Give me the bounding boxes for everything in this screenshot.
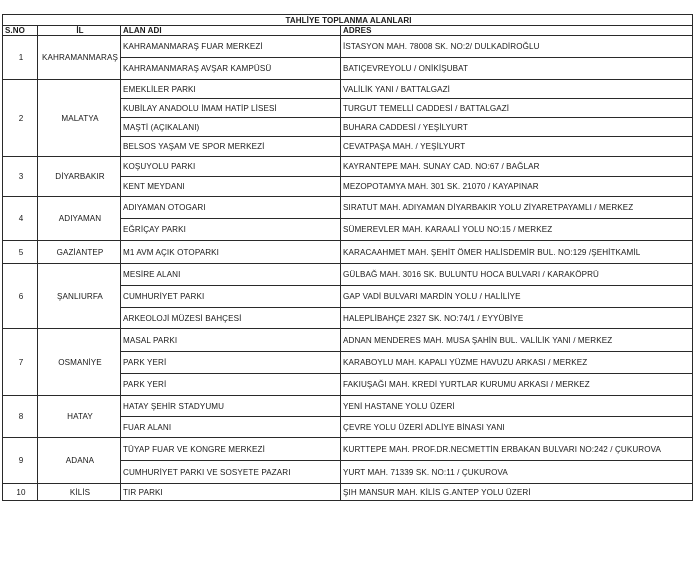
cell-sno: 9 xyxy=(3,438,38,484)
cell-alan-adi: KAHRAMANMARAŞ FUAR MERKEZİ xyxy=(121,36,341,58)
cell-sno: 2 xyxy=(3,80,38,157)
cell-sno: 7 xyxy=(3,329,38,396)
cell-adres: FAKIUŞAĞI MAH. KREDİ YURTLAR KURUMU ARKASI / MERKEZ xyxy=(341,374,693,396)
header-sno: S.NO xyxy=(3,26,38,36)
cell-sno: 10 xyxy=(3,484,38,501)
cell-il: GAZİANTEP xyxy=(38,241,121,264)
cell-sno: 5 xyxy=(3,241,38,264)
cell-adres: TURGUT TEMELLİ CADDESİ / BATTALGAZİ xyxy=(341,99,693,118)
cell-sno: 3 xyxy=(3,157,38,197)
cell-adres: ŞIH MANSUR MAH. KİLİS G.ANTEP YOLU ÜZERİ xyxy=(341,484,693,501)
cell-adres: İSTASYON MAH. 78008 SK. NO:2/ DULKADİROĞLU xyxy=(341,36,693,58)
cell-adres: MEZOPOTAMYA MAH. 301 SK. 21070 / KAYAPINAR xyxy=(341,177,693,197)
cell-adres: HALEPLİBAHÇE 2327 SK. NO:74/1 / EYYÜBİYE xyxy=(341,308,693,329)
table-title: TAHLİYE TOPLANMA ALANLARI xyxy=(3,15,693,26)
cell-alan-adi: MASAL PARKI xyxy=(121,329,341,352)
cell-alan-adi: KAHRAMANMARAŞ AVŞAR KAMPÜSÜ xyxy=(121,58,341,80)
cell-il: ADANA xyxy=(38,438,121,484)
table-row xyxy=(3,197,693,219)
table-row xyxy=(3,484,693,501)
cell-alan-adi: KENT MEYDANI xyxy=(121,177,341,197)
cell-adres: BATIÇEVREYOLU / ONİKİŞUBAT xyxy=(341,58,693,80)
cell-alan-adi: KOŞUYOLU PARKI xyxy=(121,157,341,177)
cell-adres: SÜMEREVLER MAH. KARAALİ YOLU NO:15 / MERKEZ xyxy=(341,219,693,241)
cell-adres: GAP VADİ BULVARI MARDİN YOLU / HALİLİYE xyxy=(341,286,693,308)
cell-sno: 1 xyxy=(3,36,38,80)
header-alan-adi: ALAN ADI xyxy=(121,26,341,36)
cell-adres: ADNAN MENDERES MAH. MUSA ŞAHİN BUL. VALİLİK YANI / MERKEZ xyxy=(341,329,693,352)
cell-adres: CEVATPAŞA MAH. / YEŞİLYURT xyxy=(341,137,693,157)
cell-il: ŞANLIURFA xyxy=(38,264,121,329)
cell-adres: YURT MAH. 71339 SK. NO:11 / ÇUKUROVA xyxy=(341,461,693,484)
cell-adres: VALİLİK YANI / BATTALGAZİ xyxy=(341,80,693,99)
cell-alan-adi: TIR PARKI xyxy=(121,484,341,501)
cell-alan-adi: HATAY ŞEHİR STADYUMU xyxy=(121,396,341,417)
cell-alan-adi: ADIYAMAN OTOGARI xyxy=(121,197,341,219)
cell-alan-adi: TÜYAP FUAR VE KONGRE MERKEZİ xyxy=(121,438,341,461)
cell-adres: YENİ HASTANE YOLU ÜZERİ xyxy=(341,396,693,417)
cell-alan-adi: BELSOS YAŞAM VE SPOR MERKEZİ xyxy=(121,137,341,157)
table-row xyxy=(3,157,693,177)
cell-adres: KAYRANTEPE MAH. SUNAY CAD. NO:67 / BAĞLAR xyxy=(341,157,693,177)
cell-adres: KARACAAHMET MAH. ŞEHİT ÖMER HALİSDEMİR BUL. NO:129 /ŞEHİTKAMİL xyxy=(341,241,693,264)
cell-il: HATAY xyxy=(38,396,121,438)
table-row xyxy=(3,36,693,58)
table-row xyxy=(3,241,693,264)
cell-il: DİYARBAKIR xyxy=(38,157,121,197)
table-row xyxy=(3,80,693,99)
cell-adres: KARABOYLU MAH. KAPALI YÜZME HAVUZU ARKASI / MERKEZ xyxy=(341,352,693,374)
table-row xyxy=(3,329,693,352)
table-row xyxy=(3,438,693,461)
cell-il: ADIYAMAN xyxy=(38,197,121,241)
cell-il: MALATYA xyxy=(38,80,121,157)
cell-alan-adi: M1 AVM AÇIK OTOPARKI xyxy=(121,241,341,264)
cell-alan-adi: EĞRİÇAY PARKI xyxy=(121,219,341,241)
cell-adres: GÜLBAĞ MAH. 3016 SK. BULUNTU HOCA BULVARI / KARAKÖPRÜ xyxy=(341,264,693,286)
header-adres: ADRES xyxy=(341,26,693,36)
cell-alan-adi: MESİRE ALANI xyxy=(121,264,341,286)
cell-adres: SIRATUT MAH. ADIYAMAN DİYARBAKIR YOLU ZİYARETPAYAMLI / MERKEZ xyxy=(341,197,693,219)
cell-alan-adi: MAŞTİ (AÇIKALANI) xyxy=(121,118,341,137)
cell-il: KAHRAMANMARAŞ xyxy=(38,36,121,80)
table-row xyxy=(3,264,693,286)
cell-il: KİLİS xyxy=(38,484,121,501)
cell-adres: BUHARA CADDESİ / YEŞİLYURT xyxy=(341,118,693,137)
cell-sno: 4 xyxy=(3,197,38,241)
cell-sno: 8 xyxy=(3,396,38,438)
cell-alan-adi: CUMHURİYET PARKI xyxy=(121,286,341,308)
cell-adres: ÇEVRE YOLU ÜZERİ ADLİYE BİNASI YANI xyxy=(341,417,693,438)
cell-alan-adi: EMEKLİLER PARKI xyxy=(121,80,341,99)
cell-alan-adi: CUMHURİYET PARKI VE SOSYETE PAZARI xyxy=(121,461,341,484)
cell-alan-adi: FUAR ALANI xyxy=(121,417,341,438)
cell-alan-adi: KUBİLAY ANADOLU İMAM HATİP LİSESİ xyxy=(121,99,341,118)
cell-alan-adi: PARK YERİ xyxy=(121,374,341,396)
cell-adres: KURTTEPE MAH. PROF.DR.NECMETTİN ERBAKAN BULVARI NO:242 / ÇUKUROVA xyxy=(341,438,693,461)
evacuation-areas-table xyxy=(2,14,693,501)
table-row xyxy=(3,396,693,417)
cell-sno: 6 xyxy=(3,264,38,329)
table-header-row xyxy=(3,26,693,36)
cell-il: OSMANİYE xyxy=(38,329,121,396)
table-title-row xyxy=(3,15,693,26)
header-il: İL xyxy=(38,26,121,36)
cell-alan-adi: PARK YERİ xyxy=(121,352,341,374)
cell-alan-adi: ARKEOLOJİ MÜZESİ BAHÇESİ xyxy=(121,308,341,329)
